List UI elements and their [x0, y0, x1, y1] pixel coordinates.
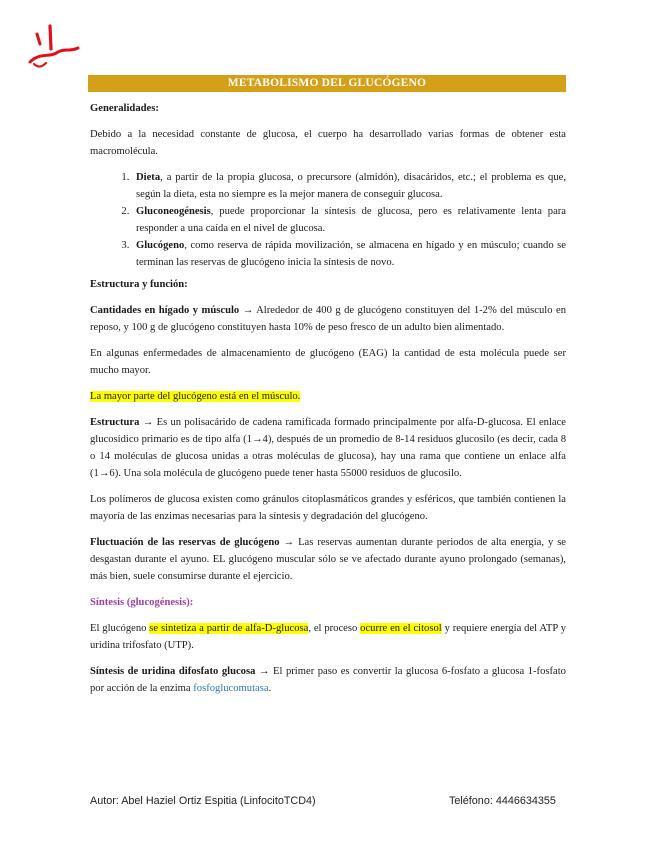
cantidades-paragraph: Cantidades en hígado y músculo → Alrededor de 400 g de glucógeno constituyen del 1-2% del músculo en reposo, y 100 g de glucógeno constituyen hasta 10% de peso fresco de un adulto bien alimentado.: [90, 305, 566, 333]
enzyme-name: fosfoglucomutasa: [193, 683, 269, 694]
arrow-icon: →: [242, 305, 254, 316]
document-title: METABOLISMO DEL GLUCÓGENO: [88, 75, 566, 92]
highlight-paragraph: La mayor parte del glucógeno está en el músculo.: [90, 391, 301, 402]
section-heading-sintesis: Síntesis (glucogénesis):: [90, 597, 194, 608]
sintesis-paragraph: El glucógeno se sintetiza a partir de alfa-D-glucosa, el proceso ocurre en el citosol y requiere energía del ATP y uridina trifosfato (UTP).: [90, 623, 566, 651]
arrow-icon: →: [258, 666, 270, 677]
eag-paragraph: En algunas enfermedades de almacenamiento de glucógeno (EAG) la cantidad de esta molécula puede ser mucho mayor.: [90, 348, 566, 376]
fluctuacion-paragraph: Fluctuación de las reservas de glucógeno → Las reservas aumentan durante periodos de alta energía, y se desgastan durante el ayuno. EL glucógeno muscular sólo se ve afectado durante ayuno prolongado (semanas), más bien, suele consumirse durante el ejercicio.: [90, 537, 567, 582]
polimeros-paragraph: Los polímeros de glucosa existen como gránulos citoplasmáticos grandes y esféricos, que también contienen la mayoría de las enzimas necesarias para la síntesis y degradación del glucógeno.: [90, 494, 566, 522]
list-item: 2. Gluconeogénesis, puede proporcionar la síntesis de glucosa, pero es relativamente lenta para responder a una caída en el nivel de glucosa.: [132, 203, 566, 237]
list-item: 1. Dieta, a partir de la propia glucosa, o precursore (almidón), disacáridos, etc.; el problema es que, según la dieta, esta no siempre es la mejor manera de conseguir glucosa.: [132, 169, 566, 203]
arrow-icon: →: [283, 537, 295, 548]
document-body: [90, 100, 566, 706]
udp-paragraph: Síntesis de uridina difosfato glucosa → El primer paso es convertir la glucosa 6-fosfato a glucosa 1-fosfato por acción de la enzima fosfoglucomutasa.: [90, 666, 566, 694]
arrow-icon: →: [142, 417, 154, 428]
sources-list: [90, 169, 566, 271]
intro-paragraph: Debido a la necesidad constante de glucosa, el cuerpo ha desarrollado varias formas de obtener esta macromolécula.: [90, 129, 566, 157]
estructura-paragraph: Estructura → Es un polisacárido de cadena ramificada formado principalmente por alfa-D-glucosa. El enlace glucosídico primario es de tipo alfa (1→4), después de un promedio de 8-14 residuos glucosilo (es decir, cada 8 o 14 moléculas de glucosa unidas a otras moléculas de glucosa), hay una rama que contiene un enlace alfa (1→6). Una sola molécula de glucógeno puede tener hasta 55000 residuos de glucosilo.: [90, 417, 567, 479]
hand-drawn-logo-icon: [28, 22, 84, 74]
footer-phone: Teléfono: 4446634355: [449, 795, 556, 807]
footer-author: Autor: Abel Haziel Ortiz Espitia (LinfocitoTCD4): [90, 795, 316, 807]
section-heading-generalidades: Generalidades:: [90, 103, 159, 114]
section-heading-estructura: Estructura y función:: [90, 279, 188, 290]
list-item: 3. Glucógeno, como reserva de rápida movilización, se almacena en hígado y en músculo; cuando se terminan las reservas de glucógeno inicia la síntesis de novo.: [132, 237, 566, 271]
